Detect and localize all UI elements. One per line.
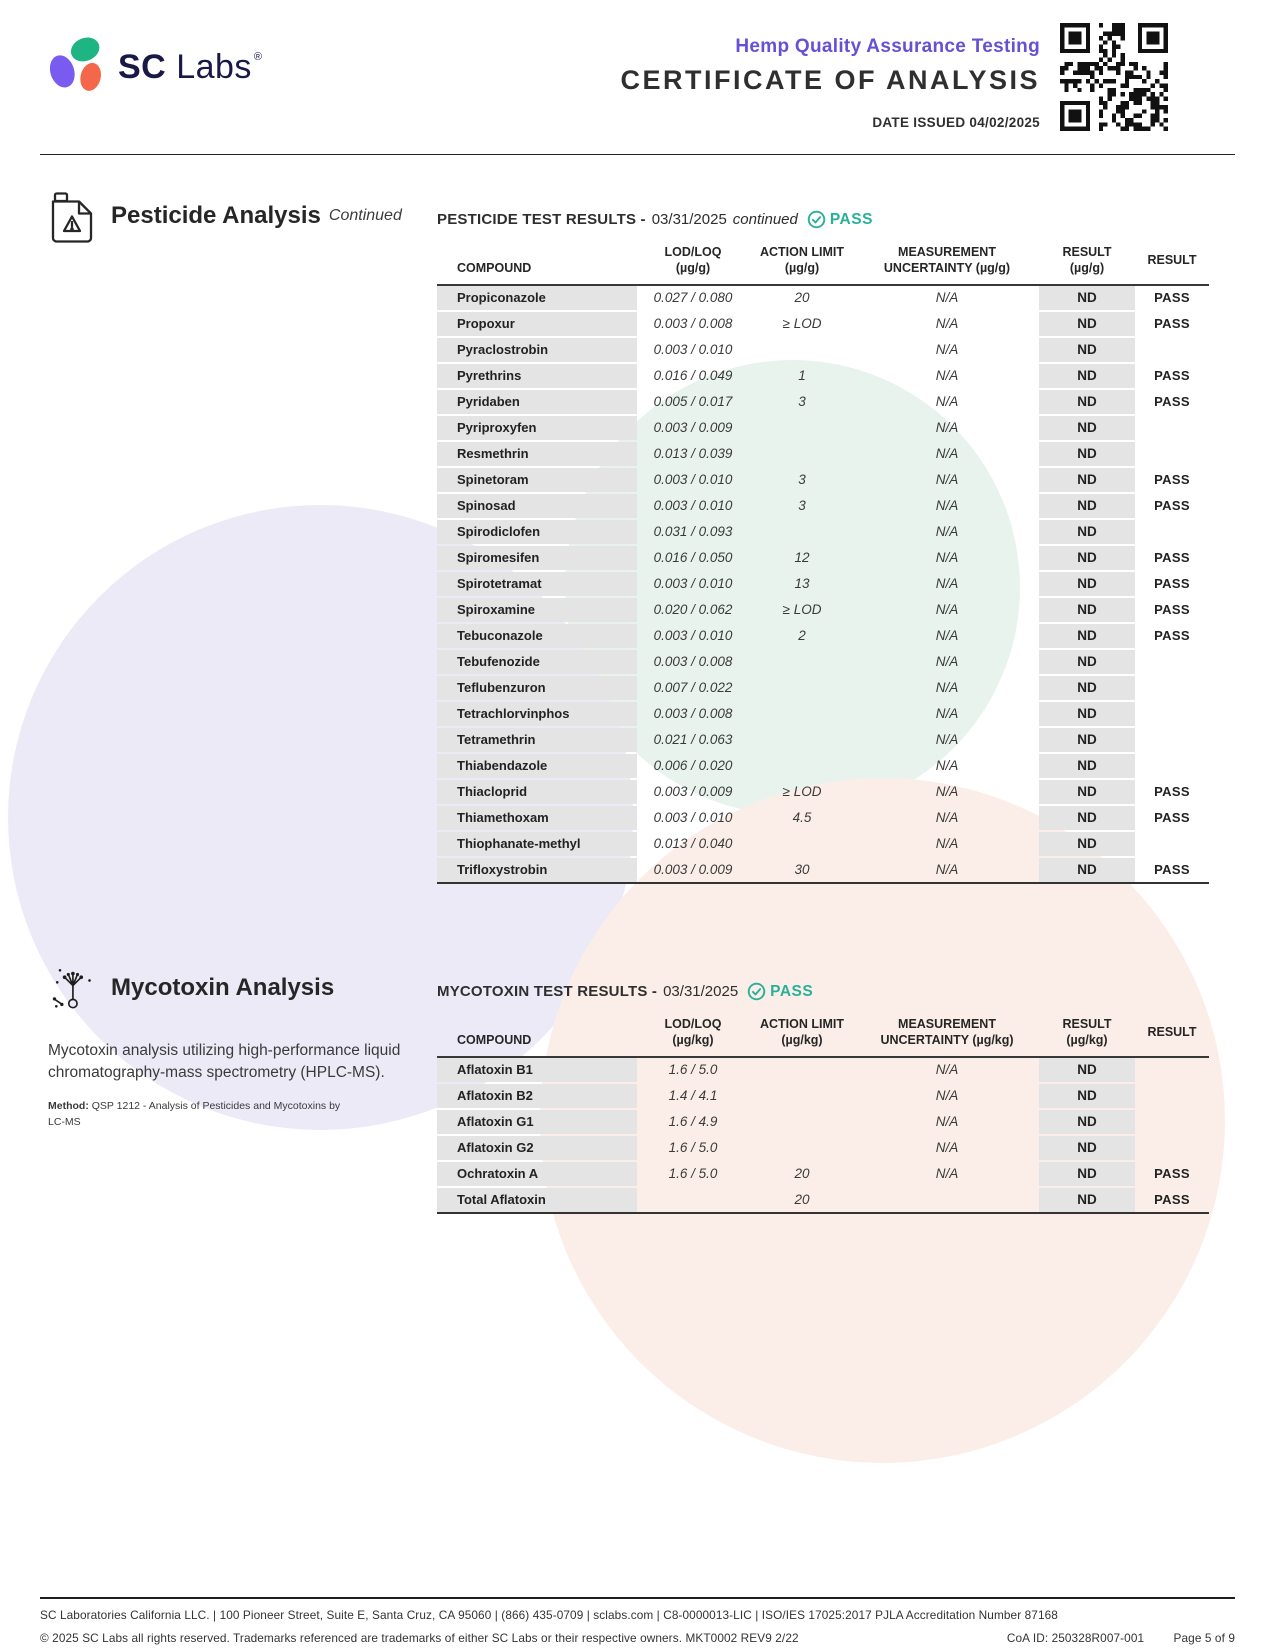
action-limit-cell: 2	[749, 623, 855, 649]
mycotoxin-method	[48, 1099, 348, 1131]
result-status-cell	[1135, 1109, 1209, 1135]
uncertainty-cell	[855, 1187, 1039, 1213]
uncertainty-cell: N/A	[855, 623, 1039, 649]
lodloq-cell: 1.6 / 5.0	[637, 1161, 749, 1187]
column-header: ACTION LIMIT (µg/kg)	[749, 1016, 855, 1057]
result-value-cell: ND	[1039, 1161, 1135, 1187]
action-limit-cell: 4.5	[749, 805, 855, 831]
pass-check-icon	[807, 210, 826, 229]
lodloq-cell: 0.013 / 0.039	[637, 441, 749, 467]
result-value-cell: ND	[1039, 1109, 1135, 1135]
column-header: COMPOUND	[437, 244, 637, 285]
header-titles	[620, 36, 1040, 130]
uncertainty-cell: N/A	[855, 675, 1039, 701]
uncertainty-cell: N/A	[855, 389, 1039, 415]
table-row	[437, 415, 1209, 441]
result-status-cell: PASS	[1135, 285, 1209, 311]
uncertainty-cell: N/A	[855, 493, 1039, 519]
compound-cell: Pyrethrins	[437, 363, 637, 389]
pesticide-results-block	[437, 210, 1209, 884]
action-limit-cell	[749, 1057, 855, 1083]
table-row	[437, 1161, 1209, 1187]
action-limit-cell	[749, 441, 855, 467]
footer-meta	[981, 1631, 1235, 1645]
table-row	[437, 467, 1209, 493]
uncertainty-cell: N/A	[855, 727, 1039, 753]
result-status-cell	[1135, 701, 1209, 727]
table-row	[437, 675, 1209, 701]
lodloq-cell: 0.016 / 0.050	[637, 545, 749, 571]
uncertainty-cell: N/A	[855, 805, 1039, 831]
uncertainty-cell: N/A	[855, 285, 1039, 311]
result-status-cell: PASS	[1135, 857, 1209, 883]
result-status-cell	[1135, 649, 1209, 675]
pesticide-status-badge: PASS	[829, 210, 873, 228]
program-title: Hemp Quality Assurance Testing	[735, 36, 1040, 57]
result-status-cell	[1135, 441, 1209, 467]
result-status-cell	[1135, 1083, 1209, 1109]
uncertainty-cell: N/A	[855, 519, 1039, 545]
sclabs-logo-icon	[44, 34, 108, 101]
result-value-cell: ND	[1039, 363, 1135, 389]
result-value-cell: ND	[1039, 857, 1135, 883]
column-header: RESULT (µg/g)	[1039, 244, 1135, 285]
uncertainty-cell: N/A	[855, 441, 1039, 467]
lodloq-cell: 0.003 / 0.010	[637, 337, 749, 363]
page-number: Page 5 of 9	[1173, 1631, 1235, 1645]
lodloq-cell: 0.003 / 0.008	[637, 701, 749, 727]
action-limit-cell: ≥ LOD	[749, 779, 855, 805]
column-header: LOD/LOQ (µg/g)	[637, 244, 749, 285]
mycotoxin-section	[48, 962, 404, 1131]
table-header-row	[437, 1016, 1209, 1057]
compound-cell: Spinosad	[437, 493, 637, 519]
result-value-cell: ND	[1039, 1187, 1135, 1213]
compound-cell: Spinetoram	[437, 467, 637, 493]
table-row	[437, 1083, 1209, 1109]
action-limit-cell	[749, 675, 855, 701]
lodloq-cell: 0.016 / 0.049	[637, 363, 749, 389]
action-limit-cell: 20	[749, 285, 855, 311]
uncertainty-cell: N/A	[855, 701, 1039, 727]
footer-lab-info: SC Laboratories California LLC. | 100 Pioneer Street, Suite E, Santa Cruz, CA 95060 | (866) 435-0709 | sclabs.com | C8-0000013-LIC | ISO/IES 17025:2017 PJLA Accreditation Number 87168	[40, 1608, 1058, 1622]
result-status-cell: PASS	[1135, 493, 1209, 519]
result-value-cell: ND	[1039, 701, 1135, 727]
compound-cell: Thiamethoxam	[437, 805, 637, 831]
pesticide-section-header	[48, 190, 402, 242]
table-row	[437, 597, 1209, 623]
action-limit-cell: 30	[749, 857, 855, 883]
action-limit-cell: 3	[749, 493, 855, 519]
lodloq-cell: 0.013 / 0.040	[637, 831, 749, 857]
action-limit-cell: 13	[749, 571, 855, 597]
action-limit-cell	[749, 1135, 855, 1161]
method-label: Method:	[48, 1100, 89, 1112]
lodloq-cell: 0.003 / 0.009	[637, 857, 749, 883]
result-status-cell: PASS	[1135, 311, 1209, 337]
table-row	[437, 1135, 1209, 1161]
result-value-cell: ND	[1039, 805, 1135, 831]
lodloq-cell	[637, 1187, 749, 1213]
compound-cell: Trifloxystrobin	[437, 857, 637, 883]
mycotoxin-results-block	[437, 982, 1209, 1214]
lodloq-cell: 1.6 / 5.0	[637, 1057, 749, 1083]
table-row	[437, 831, 1209, 857]
result-status-cell	[1135, 519, 1209, 545]
result-value-cell: ND	[1039, 337, 1135, 363]
pesticide-canister-icon	[48, 190, 96, 242]
uncertainty-cell: N/A	[855, 363, 1039, 389]
lodloq-cell: 0.003 / 0.009	[637, 779, 749, 805]
result-value-cell: ND	[1039, 1135, 1135, 1161]
date-issued: DATE ISSUED 04/02/2025	[872, 115, 1040, 130]
compound-cell: Pyriproxyfen	[437, 415, 637, 441]
column-header: RESULT	[1135, 1016, 1209, 1057]
result-status-cell	[1135, 1057, 1209, 1083]
mycotoxin-results-date: 03/31/2025	[663, 983, 739, 1000]
uncertainty-cell: N/A	[855, 753, 1039, 779]
pesticide-section-title: Pesticide Analysis	[111, 202, 321, 229]
uncertainty-cell: N/A	[855, 311, 1039, 337]
result-status-cell: PASS	[1135, 363, 1209, 389]
column-header: MEASUREMENT UNCERTAINTY (µg/kg)	[855, 1016, 1039, 1057]
table-row	[437, 493, 1209, 519]
mycotoxin-mold-icon	[48, 962, 96, 1014]
action-limit-cell: 3	[749, 389, 855, 415]
action-limit-cell: 3	[749, 467, 855, 493]
uncertainty-cell: N/A	[855, 1109, 1039, 1135]
result-status-cell: PASS	[1135, 1187, 1209, 1213]
table-row	[437, 1109, 1209, 1135]
action-limit-cell: 20	[749, 1161, 855, 1187]
action-limit-cell: 1	[749, 363, 855, 389]
table-row	[437, 805, 1209, 831]
result-value-cell: ND	[1039, 623, 1135, 649]
table-row	[437, 649, 1209, 675]
action-limit-cell	[749, 415, 855, 441]
method-text: QSP 1212 - Analysis of Pesticides and Mycotoxins by LC-MS	[48, 1100, 341, 1128]
uncertainty-cell: N/A	[855, 1057, 1039, 1083]
compound-cell: Thiabendazole	[437, 753, 637, 779]
column-header: MEASUREMENT UNCERTAINTY (µg/g)	[855, 244, 1039, 285]
action-limit-cell	[749, 727, 855, 753]
page-footer	[40, 1597, 1235, 1645]
compound-cell: Spiromesifen	[437, 545, 637, 571]
result-status-cell	[1135, 675, 1209, 701]
compound-cell: Total Aflatoxin	[437, 1187, 637, 1213]
table-row	[437, 389, 1209, 415]
action-limit-cell	[749, 1083, 855, 1109]
action-limit-cell	[749, 337, 855, 363]
uncertainty-cell: N/A	[855, 571, 1039, 597]
table-header-row	[437, 244, 1209, 285]
result-status-cell	[1135, 1135, 1209, 1161]
result-value-cell: ND	[1039, 571, 1135, 597]
result-status-cell	[1135, 831, 1209, 857]
compound-cell: Pyridaben	[437, 389, 637, 415]
result-value-cell: ND	[1039, 545, 1135, 571]
result-value-cell: ND	[1039, 493, 1135, 519]
table-row	[437, 623, 1209, 649]
action-limit-cell	[749, 701, 855, 727]
lodloq-cell: 0.003 / 0.010	[637, 493, 749, 519]
uncertainty-cell: N/A	[855, 545, 1039, 571]
compound-cell: Aflatoxin B1	[437, 1057, 637, 1083]
uncertainty-cell: N/A	[855, 1135, 1039, 1161]
compound-cell: Aflatoxin G1	[437, 1109, 637, 1135]
uncertainty-cell: N/A	[855, 831, 1039, 857]
lodloq-cell: 0.003 / 0.010	[637, 623, 749, 649]
result-value-cell: ND	[1039, 441, 1135, 467]
result-status-cell: PASS	[1135, 597, 1209, 623]
compound-cell: Spirotetramat	[437, 571, 637, 597]
result-value-cell: ND	[1039, 285, 1135, 311]
lodloq-cell: 0.003 / 0.010	[637, 467, 749, 493]
result-status-cell	[1135, 727, 1209, 753]
uncertainty-cell: N/A	[855, 779, 1039, 805]
result-value-cell: ND	[1039, 831, 1135, 857]
mycotoxin-description: Mycotoxin analysis utilizing high-performance liquid chromatography-mass spectrometry (HPLC-MS).	[48, 1042, 401, 1081]
result-value-cell: ND	[1039, 753, 1135, 779]
column-header: ACTION LIMIT (µg/g)	[749, 244, 855, 285]
compound-cell: Propiconazole	[437, 285, 637, 311]
result-value-cell: ND	[1039, 727, 1135, 753]
table-row	[437, 337, 1209, 363]
pass-check-icon	[747, 982, 766, 1001]
result-value-cell: ND	[1039, 1057, 1135, 1083]
mycotoxin-section-title: Mycotoxin Analysis	[111, 974, 335, 1001]
result-status-cell: PASS	[1135, 1161, 1209, 1187]
sclabs-logo	[44, 34, 263, 101]
result-value-cell: ND	[1039, 597, 1135, 623]
compound-cell: Pyraclostrobin	[437, 337, 637, 363]
action-limit-cell: 20	[749, 1187, 855, 1213]
result-value-cell: ND	[1039, 649, 1135, 675]
table-row	[437, 311, 1209, 337]
pesticide-section-continued: Continued	[328, 207, 402, 224]
lodloq-cell: 1.6 / 4.9	[637, 1109, 749, 1135]
pesticide-results-date: 03/31/2025	[651, 211, 727, 228]
lodloq-cell: 0.003 / 0.010	[637, 805, 749, 831]
action-limit-cell	[749, 831, 855, 857]
table-row	[437, 519, 1209, 545]
result-value-cell: ND	[1039, 389, 1135, 415]
uncertainty-cell: N/A	[855, 649, 1039, 675]
compound-cell: Aflatoxin B2	[437, 1083, 637, 1109]
column-header: LOD/LOQ (µg/kg)	[637, 1016, 749, 1057]
lodloq-cell: 0.021 / 0.063	[637, 727, 749, 753]
column-header: RESULT	[1135, 244, 1209, 285]
column-header: RESULT (µg/kg)	[1039, 1016, 1135, 1057]
table-row	[437, 571, 1209, 597]
column-header: COMPOUND	[437, 1016, 637, 1057]
table-row	[437, 753, 1209, 779]
result-status-cell: PASS	[1135, 467, 1209, 493]
table-row	[437, 363, 1209, 389]
lodloq-cell: 0.027 / 0.080	[637, 285, 749, 311]
lodloq-cell: 0.007 / 0.022	[637, 675, 749, 701]
result-status-cell	[1135, 415, 1209, 441]
compound-cell: Thiophanate-methyl	[437, 831, 637, 857]
pesticide-results-title: PESTICIDE TEST RESULTS -	[437, 211, 646, 228]
compound-cell: Ochratoxin A	[437, 1161, 637, 1187]
table-row	[437, 545, 1209, 571]
result-value-cell: ND	[1039, 675, 1135, 701]
compound-cell: Aflatoxin G2	[437, 1135, 637, 1161]
result-value-cell: ND	[1039, 311, 1135, 337]
header-divider	[40, 154, 1235, 155]
result-status-cell	[1135, 337, 1209, 363]
uncertainty-cell: N/A	[855, 857, 1039, 883]
lodloq-cell: 1.4 / 4.1	[637, 1083, 749, 1109]
lodloq-cell: 0.003 / 0.010	[637, 571, 749, 597]
action-limit-cell	[749, 649, 855, 675]
compound-cell: Tetramethrin	[437, 727, 637, 753]
compound-cell: Teflubenzuron	[437, 675, 637, 701]
result-status-cell	[1135, 753, 1209, 779]
result-status-cell: PASS	[1135, 545, 1209, 571]
sclabs-logo-text: SC Labs ®	[118, 48, 263, 86]
action-limit-cell: 12	[749, 545, 855, 571]
result-status-cell: PASS	[1135, 571, 1209, 597]
compound-cell: Thiacloprid	[437, 779, 637, 805]
lodloq-cell: 0.005 / 0.017	[637, 389, 749, 415]
action-limit-cell: ≥ LOD	[749, 311, 855, 337]
result-status-cell: PASS	[1135, 805, 1209, 831]
compound-cell: Tebuconazole	[437, 623, 637, 649]
mycotoxin-section-header	[48, 962, 404, 1014]
compound-cell: Resmethrin	[437, 441, 637, 467]
table-row	[437, 701, 1209, 727]
compound-cell: Tebufenozide	[437, 649, 637, 675]
lodloq-cell: 0.003 / 0.008	[637, 649, 749, 675]
pesticide-results-table	[437, 244, 1209, 884]
lodloq-cell: 0.006 / 0.020	[637, 753, 749, 779]
table-row	[437, 857, 1209, 883]
table-row	[437, 1187, 1209, 1213]
result-status-cell: PASS	[1135, 623, 1209, 649]
result-value-cell: ND	[1039, 519, 1135, 545]
uncertainty-cell: N/A	[855, 597, 1039, 623]
table-row	[437, 779, 1209, 805]
action-limit-cell	[749, 519, 855, 545]
table-row	[437, 727, 1209, 753]
compound-cell: Spiroxamine	[437, 597, 637, 623]
action-limit-cell	[749, 753, 855, 779]
lodloq-cell: 0.003 / 0.008	[637, 311, 749, 337]
pesticide-results-heading	[437, 210, 1209, 229]
compound-cell: Spirodiclofen	[437, 519, 637, 545]
mycotoxin-status-badge: PASS	[770, 982, 814, 1000]
compound-cell: Tetrachlorvinphos	[437, 701, 637, 727]
result-status-cell: PASS	[1135, 389, 1209, 415]
lodloq-cell: 1.6 / 5.0	[637, 1135, 749, 1161]
result-value-cell: ND	[1039, 1083, 1135, 1109]
uncertainty-cell: N/A	[855, 1161, 1039, 1187]
action-limit-cell: ≥ LOD	[749, 597, 855, 623]
coa-id: CoA ID: 250328R007-001	[1006, 1631, 1145, 1645]
mycotoxin-results-heading	[437, 982, 1209, 1001]
qr-code	[1060, 22, 1168, 132]
compound-cell: Propoxur	[437, 311, 637, 337]
action-limit-cell	[749, 1109, 855, 1135]
lodloq-cell: 0.020 / 0.062	[637, 597, 749, 623]
mycotoxin-results-table	[437, 1016, 1209, 1214]
table-row	[437, 1057, 1209, 1083]
certificate-title: CERTIFICATE OF ANALYSIS	[620, 65, 1040, 95]
table-row	[437, 441, 1209, 467]
lodloq-cell: 0.003 / 0.009	[637, 415, 749, 441]
result-status-cell: PASS	[1135, 779, 1209, 805]
footer-copyright: © 2025 SC Labs all rights reserved. Trademarks referenced are trademarks of either SC Labs or their respective owners. MKT0002 REV9 2/22	[40, 1631, 799, 1645]
result-value-cell: ND	[1039, 467, 1135, 493]
lodloq-cell: 0.031 / 0.093	[637, 519, 749, 545]
result-value-cell: ND	[1039, 779, 1135, 805]
mycotoxin-results-title: MYCOTOXIN TEST RESULTS -	[437, 983, 658, 1000]
uncertainty-cell: N/A	[855, 415, 1039, 441]
uncertainty-cell: N/A	[855, 337, 1039, 363]
table-row	[437, 285, 1209, 311]
uncertainty-cell: N/A	[855, 467, 1039, 493]
result-value-cell: ND	[1039, 415, 1135, 441]
uncertainty-cell: N/A	[855, 1083, 1039, 1109]
pesticide-results-continued: continued	[732, 211, 798, 228]
